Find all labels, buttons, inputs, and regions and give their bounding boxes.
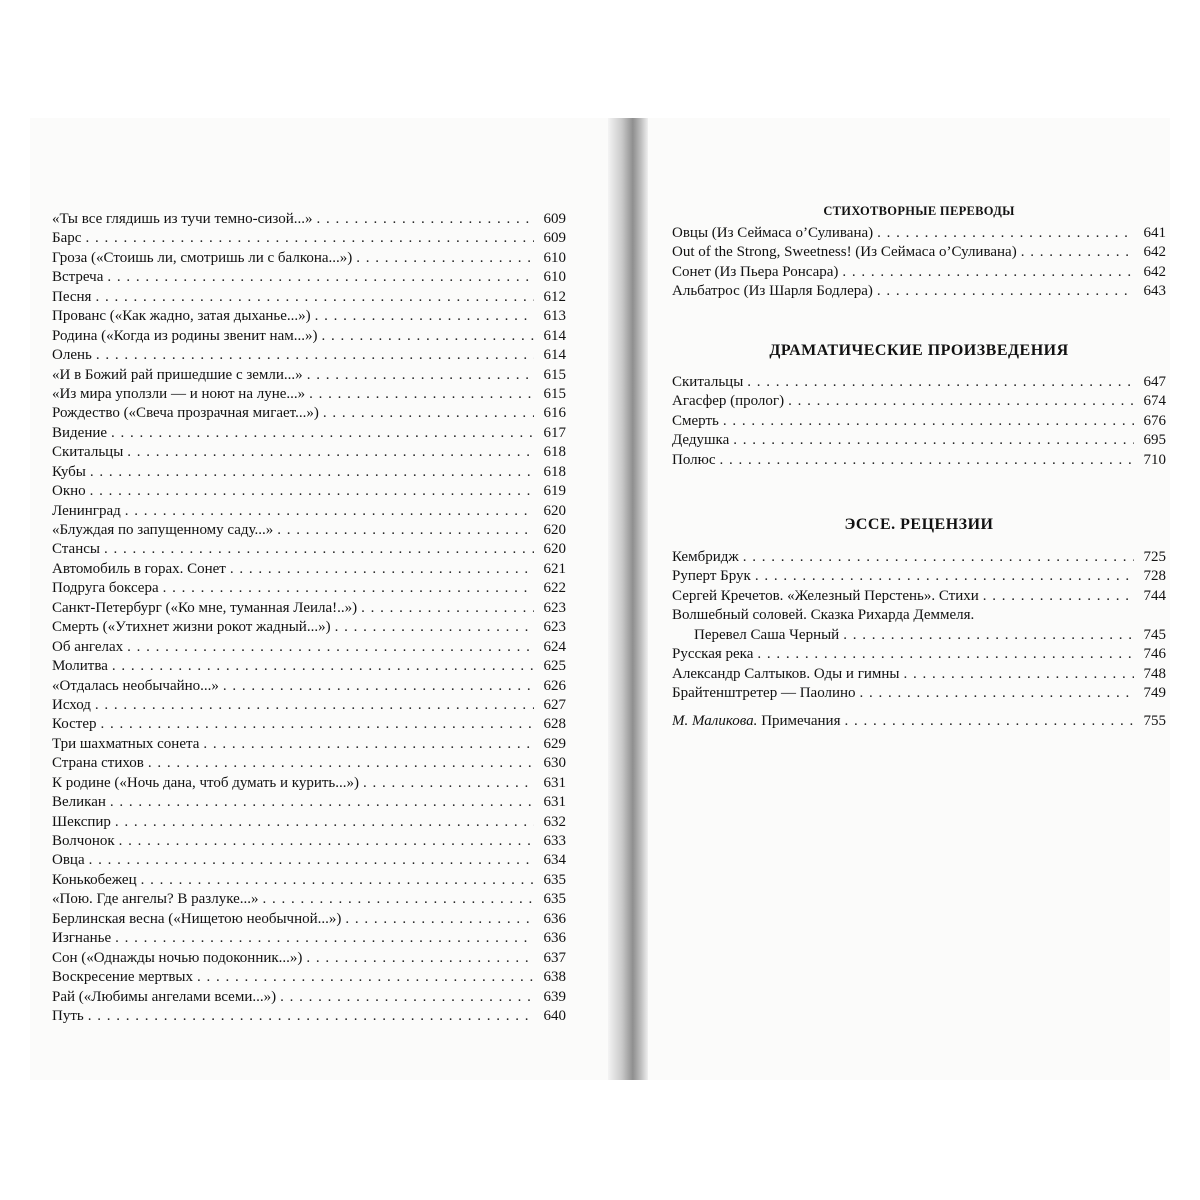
toc-entry-page: 614 bbox=[543, 327, 566, 344]
toc-entry[interactable] bbox=[52, 599, 566, 618]
toc-entry-title: Исход bbox=[52, 696, 91, 713]
leader-dots bbox=[115, 813, 534, 832]
toc-entry[interactable] bbox=[672, 567, 1166, 586]
toc-entry-title: Рай («Любимы ангелами всеми...») bbox=[52, 988, 277, 1005]
toc-entry-title: Костер bbox=[52, 716, 97, 733]
toc-entry-page: 748 bbox=[1143, 665, 1166, 682]
toc-entry-title: Смерть («Утихнет жизни рокот жадный...») bbox=[52, 619, 331, 636]
toc-entry-page: 622 bbox=[543, 580, 566, 597]
toc-entry-page: 623 bbox=[543, 619, 566, 636]
leader-dots bbox=[119, 832, 534, 851]
toc-entry-title: Агасфер (пролог) bbox=[672, 393, 785, 410]
toc-entry-page: 695 bbox=[1143, 432, 1166, 449]
leader-dots bbox=[127, 638, 534, 657]
toc-entry[interactable] bbox=[52, 929, 566, 948]
toc-entry-page: 631 bbox=[543, 794, 566, 811]
left-toc-list bbox=[52, 210, 566, 1026]
toc-entry[interactable] bbox=[52, 813, 566, 832]
toc-entry[interactable] bbox=[52, 618, 566, 637]
leader-dots bbox=[112, 657, 534, 676]
leader-dots bbox=[983, 587, 1134, 606]
toc-entry[interactable] bbox=[52, 890, 566, 909]
leader-dots bbox=[345, 910, 534, 929]
essays-heading: ЭССЕ. РЕЦЕНЗИИ bbox=[844, 516, 994, 533]
toc-entry-page: 636 bbox=[543, 930, 566, 947]
toc-entry-title: Смерть bbox=[672, 412, 719, 429]
notes-entry[interactable] bbox=[672, 712, 1166, 731]
leader-dots bbox=[230, 560, 534, 579]
toc-entry-page: 618 bbox=[543, 463, 566, 480]
leader-dots bbox=[733, 431, 1134, 450]
toc-entry-title: К родине («Ночь дана, чтоб думать и курить...») bbox=[52, 774, 360, 791]
toc-entry-page: 640 bbox=[543, 1007, 566, 1024]
toc-entry-page: 623 bbox=[543, 599, 566, 616]
toc-entry-page: 643 bbox=[1143, 283, 1166, 300]
leader-dots bbox=[89, 851, 534, 870]
leader-dots bbox=[163, 579, 534, 598]
leader-dots bbox=[90, 482, 534, 501]
toc-entry-title: Дедушка bbox=[672, 432, 730, 449]
leader-dots bbox=[107, 268, 534, 287]
toc-entry-title: Волшебный соловей. Сказка Рихарда Деммеля. bbox=[672, 607, 975, 624]
toc-entry-title: Александр Салтыков. Оды и гимны bbox=[672, 665, 900, 682]
book-spine bbox=[608, 118, 648, 1080]
toc-entry[interactable] bbox=[52, 851, 566, 870]
toc-entry[interactable] bbox=[672, 451, 1166, 470]
toc-entry-title: Out of the Strong, Sweetness! (Из Сеймаса о’Суливана) bbox=[672, 244, 1017, 261]
leader-dots bbox=[363, 774, 534, 793]
leader-dots bbox=[104, 540, 534, 559]
toc-entry[interactable] bbox=[672, 665, 1166, 684]
toc-entry[interactable] bbox=[672, 645, 1166, 664]
drama-section bbox=[672, 342, 1166, 470]
leader-dots bbox=[307, 366, 534, 385]
toc-entry[interactable] bbox=[52, 307, 566, 326]
toc-entry-title: Изгнанье bbox=[52, 930, 112, 947]
toc-entry[interactable] bbox=[52, 968, 566, 987]
leader-dots bbox=[95, 696, 534, 715]
toc-entry-page: 633 bbox=[543, 833, 566, 849]
toc-entry-page: 635 bbox=[543, 891, 566, 908]
leader-dots bbox=[148, 754, 534, 773]
toc-entry-page: 744 bbox=[1143, 587, 1166, 604]
toc-entry-page: 616 bbox=[543, 405, 566, 422]
toc-entry-page: 642 bbox=[1143, 263, 1166, 280]
leader-dots bbox=[306, 949, 534, 968]
translations-section bbox=[672, 204, 1166, 302]
toc-entry-page: 634 bbox=[543, 852, 566, 869]
leader-dots bbox=[315, 307, 534, 326]
leader-dots bbox=[788, 392, 1134, 411]
toc-entry-title: Скитальцы bbox=[52, 444, 124, 461]
toc-entry[interactable] bbox=[52, 735, 566, 754]
toc-entry-page: 615 bbox=[543, 385, 566, 402]
leader-dots bbox=[101, 715, 534, 734]
toc-entry-title: Скитальцы bbox=[672, 374, 744, 390]
toc-entry-title: Окно bbox=[52, 483, 86, 500]
toc-entry[interactable] bbox=[672, 626, 1166, 645]
leader-dots bbox=[842, 263, 1134, 282]
toc-entry-title: Три шахматных сонета bbox=[52, 735, 200, 752]
toc-entry-page: 613 bbox=[543, 308, 566, 325]
toc-entry-page: 746 bbox=[1143, 646, 1166, 663]
toc-entry-page: 612 bbox=[543, 288, 566, 305]
toc-entry-page: 617 bbox=[543, 424, 566, 441]
leader-dots bbox=[316, 210, 534, 229]
toc-entry-title: Молитва bbox=[52, 658, 108, 675]
toc-entry-title: Альбатрос (Из Шарля Бодлера) bbox=[672, 283, 873, 300]
toc-entry-title: Песня bbox=[52, 288, 92, 305]
toc-entry[interactable] bbox=[52, 327, 566, 346]
toc-entry-title: «Блуждая по запущенному саду...» bbox=[52, 522, 274, 538]
toc-entry-title: «Отдалась необычайно...» bbox=[52, 677, 219, 694]
toc-entry-title: Конькобежец bbox=[52, 871, 137, 888]
toc-entry[interactable] bbox=[52, 1007, 566, 1026]
leader-dots bbox=[141, 871, 534, 890]
toc-entry-title: Русская река bbox=[672, 646, 754, 663]
leader-dots bbox=[755, 567, 1134, 586]
essays-list bbox=[672, 548, 1166, 704]
leader-dots bbox=[111, 424, 534, 443]
toc-entry[interactable] bbox=[52, 949, 566, 968]
toc-entry-page: 620 bbox=[543, 502, 566, 519]
toc-entry[interactable] bbox=[52, 404, 566, 423]
leader-dots bbox=[860, 684, 1134, 703]
toc-entry[interactable] bbox=[52, 346, 566, 365]
toc-entry-page: 610 bbox=[543, 269, 566, 286]
toc-entry[interactable] bbox=[52, 988, 566, 1007]
leader-dots bbox=[110, 793, 534, 812]
leader-dots bbox=[96, 346, 534, 365]
leader-dots bbox=[125, 502, 534, 521]
toc-entry-title: Брайтенштретер — Паолино bbox=[672, 685, 856, 702]
toc-entry-title: Прованс («Как жадно, затая дыханье...») bbox=[52, 308, 311, 325]
toc-entry-title: Овцы (Из Сеймаса о’Суливана) bbox=[672, 225, 874, 241]
toc-entry[interactable] bbox=[52, 443, 566, 462]
toc-entry-page: 728 bbox=[1143, 568, 1166, 585]
toc-entry[interactable] bbox=[52, 229, 566, 248]
toc-entry[interactable] bbox=[52, 210, 566, 229]
toc-entry-title: Видение bbox=[52, 424, 108, 441]
toc-entry[interactable] bbox=[52, 424, 566, 443]
toc-entry[interactable] bbox=[52, 366, 566, 385]
toc-entry[interactable] bbox=[672, 392, 1166, 411]
leader-dots bbox=[115, 929, 534, 948]
toc-entry-title: Олень bbox=[52, 347, 92, 364]
toc-entry[interactable] bbox=[672, 282, 1166, 301]
toc-entry-title: Стансы bbox=[52, 541, 100, 558]
leader-dots bbox=[843, 626, 1134, 645]
toc-entry-title: Воскресение мертвых bbox=[52, 969, 193, 986]
toc-entry[interactable] bbox=[52, 657, 566, 676]
translations-list bbox=[672, 224, 1166, 302]
toc-entry-page: 710 bbox=[1143, 451, 1166, 468]
toc-entry[interactable] bbox=[672, 373, 1166, 392]
toc-entry[interactable] bbox=[52, 793, 566, 812]
toc-entry-page: 621 bbox=[543, 560, 566, 577]
toc-entry[interactable] bbox=[52, 249, 566, 268]
toc-entry[interactable] bbox=[52, 385, 566, 404]
toc-entry-title: Ленинград bbox=[52, 502, 121, 519]
toc-entry-title: Путь bbox=[52, 1007, 84, 1024]
toc-entry-page: 635 bbox=[543, 871, 566, 888]
toc-entry[interactable] bbox=[52, 832, 566, 851]
toc-entry[interactable] bbox=[52, 774, 566, 793]
leader-dots bbox=[743, 548, 1134, 567]
leader-dots bbox=[309, 385, 534, 404]
toc-entry-page: 674 bbox=[1143, 393, 1166, 410]
toc-entry[interactable] bbox=[672, 263, 1166, 282]
leader-dots bbox=[277, 521, 534, 540]
toc-entry-page: 620 bbox=[543, 541, 566, 558]
drama-list bbox=[672, 373, 1166, 470]
toc-entry-title: «Ты все глядишь из тучи темно-сизой...» bbox=[52, 211, 313, 227]
leader-dots bbox=[356, 249, 534, 268]
left-page bbox=[30, 118, 608, 1080]
toc-entry[interactable] bbox=[672, 587, 1166, 606]
toc-entry-page: 745 bbox=[1143, 626, 1166, 643]
toc-entry-title: Санкт-Петербург («Ко мне, туманная Леила!..») bbox=[52, 599, 358, 616]
leader-dots bbox=[335, 618, 534, 637]
toc-entry-title: Встреча bbox=[52, 269, 104, 286]
toc-entry-page: 638 bbox=[543, 969, 566, 986]
toc-entry[interactable] bbox=[52, 715, 566, 734]
leader-dots bbox=[903, 665, 1134, 684]
right-page bbox=[648, 118, 1170, 1080]
toc-entry-page: 628 bbox=[543, 716, 566, 733]
toc-entry-page: 630 bbox=[543, 755, 566, 772]
toc-entry-title: Рождество («Свеча прозрачная мигает...») bbox=[52, 405, 319, 422]
toc-entry-title: Кубы bbox=[52, 463, 86, 480]
toc-entry-page: 676 bbox=[1143, 412, 1166, 429]
leader-dots bbox=[95, 288, 534, 307]
leader-dots bbox=[877, 282, 1134, 301]
leader-dots bbox=[321, 327, 534, 346]
leader-dots bbox=[197, 968, 534, 987]
toc-entry[interactable] bbox=[52, 638, 566, 657]
toc-entry-page: 639 bbox=[543, 988, 566, 1005]
toc-entry[interactable] bbox=[52, 482, 566, 501]
toc-entry-page: 619 bbox=[543, 483, 566, 500]
leader-dots bbox=[323, 404, 534, 423]
toc-entry-title: Сергей Кречетов. «Железный Перстень». Стихи bbox=[672, 587, 979, 604]
leader-dots bbox=[844, 712, 1134, 731]
toc-entry-page: 609 bbox=[543, 211, 566, 227]
toc-entry-title: Родина («Когда из родины звенит нам...») bbox=[52, 327, 318, 344]
toc-entry-page: 625 bbox=[543, 658, 566, 675]
toc-entry-page: 615 bbox=[543, 366, 566, 383]
notes-page-number: 755 bbox=[1143, 712, 1166, 729]
toc-entry[interactable] bbox=[672, 606, 1166, 625]
toc-entry-title: «Из мира уползли — и ноют на луне...» bbox=[52, 385, 306, 402]
toc-entry-title: Гроза («Стоишь ли, смотришь ли с балкона...») bbox=[52, 249, 353, 266]
essays-section bbox=[672, 516, 1166, 731]
translations-heading: СТИХОТВОРНЫЕ ПЕРЕВОДЫ bbox=[823, 204, 1015, 218]
toc-entry-title: Кембридж bbox=[672, 549, 739, 565]
toc-entry[interactable] bbox=[52, 521, 566, 540]
toc-entry[interactable] bbox=[52, 579, 566, 598]
toc-entry[interactable] bbox=[672, 243, 1166, 262]
toc-entry-title: Великан bbox=[52, 794, 106, 811]
toc-entry[interactable] bbox=[672, 412, 1166, 431]
toc-entry[interactable] bbox=[52, 696, 566, 715]
toc-entry-page: 642 bbox=[1143, 244, 1166, 261]
toc-entry-title: Перевел Саша Черный bbox=[694, 626, 840, 643]
toc-entry-page: 610 bbox=[543, 249, 566, 266]
leader-dots bbox=[88, 1007, 534, 1026]
toc-entry-title: Шекспир bbox=[52, 813, 111, 830]
leader-dots bbox=[280, 988, 534, 1007]
toc-entry-title: «И в Божий рай пришедшие с земли...» bbox=[52, 366, 303, 383]
leader-dots bbox=[723, 412, 1134, 431]
leader-dots bbox=[223, 677, 534, 696]
leader-dots bbox=[361, 599, 534, 618]
toc-entry-title: Страна стихов bbox=[52, 755, 144, 772]
toc-entry-page: 631 bbox=[543, 774, 566, 791]
toc-entry-page: 624 bbox=[543, 638, 566, 655]
toc-entry[interactable] bbox=[672, 684, 1166, 703]
toc-entry[interactable] bbox=[52, 288, 566, 307]
toc-entry-page: 629 bbox=[543, 735, 566, 752]
toc-entry[interactable] bbox=[52, 502, 566, 521]
leader-dots bbox=[877, 224, 1134, 243]
toc-entry-title: Барс bbox=[52, 230, 82, 247]
toc-entry-page: 626 bbox=[543, 677, 566, 694]
toc-entry-title: Полюс bbox=[672, 451, 716, 468]
toc-entry[interactable] bbox=[52, 560, 566, 579]
toc-entry-title: «Пою. Где ангелы? В разлуке...» bbox=[52, 891, 259, 908]
toc-entry[interactable] bbox=[52, 871, 566, 890]
toc-entry-page: 632 bbox=[543, 813, 566, 830]
toc-entry-page: 749 bbox=[1143, 685, 1166, 702]
toc-entry-title: Берлинская весна («Нищетою необычной...») bbox=[52, 910, 342, 927]
toc-entry-title: Овца bbox=[52, 852, 85, 869]
leader-dots bbox=[719, 451, 1134, 470]
leader-dots bbox=[127, 443, 534, 462]
toc-entry-page: 647 bbox=[1143, 374, 1166, 390]
toc-entry-page: 627 bbox=[543, 696, 566, 713]
toc-entry-title: Волчонок bbox=[52, 833, 115, 849]
leader-dots bbox=[1021, 243, 1134, 262]
toc-entry-page: 614 bbox=[543, 347, 566, 364]
toc-entry-title: Сонет (Из Пьера Ронсара) bbox=[672, 263, 839, 280]
toc-entry-page: 637 bbox=[543, 949, 566, 966]
toc-entry-page: 618 bbox=[543, 444, 566, 461]
toc-entry-page: 609 bbox=[543, 230, 566, 247]
leader-dots bbox=[263, 890, 534, 909]
notes-author: М. Маликова. bbox=[672, 712, 758, 729]
toc-entry[interactable] bbox=[52, 540, 566, 559]
toc-entry[interactable] bbox=[672, 548, 1166, 567]
toc-entry[interactable] bbox=[672, 224, 1166, 243]
leader-dots bbox=[747, 373, 1134, 392]
toc-entry-title: Подруга боксера bbox=[52, 580, 159, 597]
leader-dots bbox=[203, 735, 534, 754]
leader-dots bbox=[90, 463, 534, 482]
toc-entry-page: 636 bbox=[543, 910, 566, 927]
toc-entry-page: 725 bbox=[1143, 549, 1166, 565]
book-spread bbox=[30, 118, 1170, 1080]
toc-entry[interactable] bbox=[52, 910, 566, 929]
toc-entry-title: Руперт Брук bbox=[672, 568, 751, 585]
toc-entry[interactable] bbox=[672, 431, 1166, 450]
leader-dots bbox=[85, 229, 534, 248]
toc-entry-page: 641 bbox=[1143, 225, 1166, 241]
toc-entry[interactable] bbox=[52, 754, 566, 773]
notes-title: Примечания bbox=[761, 712, 841, 729]
toc-entry-title: Автомобиль в горах. Сонет bbox=[52, 560, 226, 577]
drama-heading: ДРАМАТИЧЕСКИЕ ПРОИЗВЕДЕНИЯ bbox=[769, 342, 1069, 359]
toc-entry[interactable] bbox=[52, 463, 566, 482]
toc-entry[interactable] bbox=[52, 268, 566, 287]
toc-entry-title: Об ангелах bbox=[52, 638, 124, 655]
toc-entry[interactable] bbox=[52, 677, 566, 696]
toc-entry-title: Сон («Однажды ночью подоконник...») bbox=[52, 949, 303, 966]
toc-entry-page: 620 bbox=[543, 522, 566, 538]
leader-dots bbox=[757, 645, 1134, 664]
